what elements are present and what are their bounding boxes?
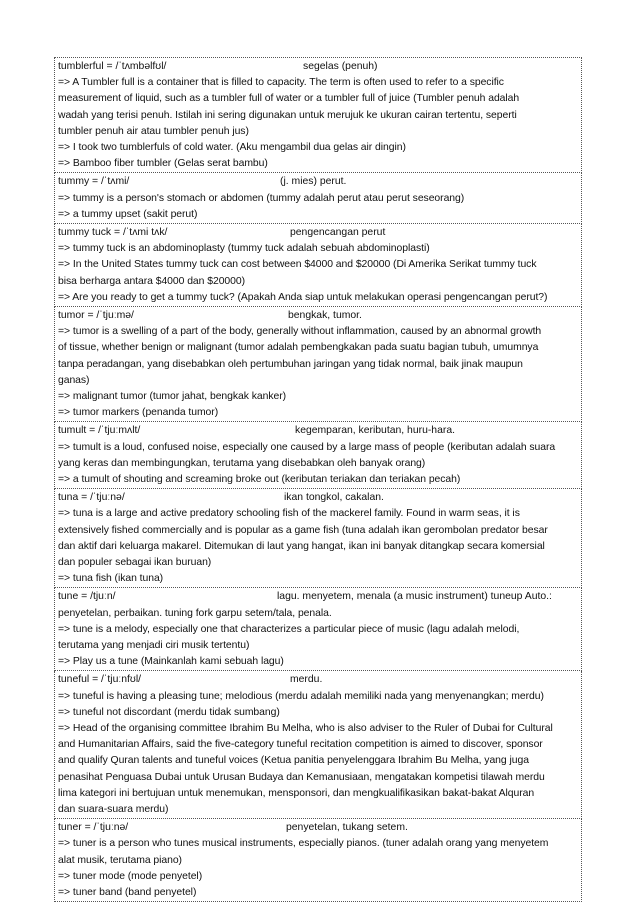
entry-header: [58, 225, 579, 241]
entry-meaning: pengencangan perut: [290, 227, 386, 238]
dictionary-entry-tuneful: [54, 671, 582, 819]
entry-header: [58, 308, 579, 324]
entry-line: lima kategori ini bertujuan untuk menemukan, mensponsori, dan mengkualifikasikan bakat-bakat Alquran: [58, 787, 535, 799]
entry-line: dan populer sebagai ikan buruan): [58, 557, 212, 568]
entry-meaning: kegemparan, keributan, huru-hara.: [295, 425, 455, 437]
entry-line: yang keras dan membingungkan, terutama yang disebabkan oleh banyak orang): [58, 457, 426, 469]
entry-line: => malignant tumor (tumor jahat, bengkak kanker): [58, 391, 287, 402]
entry-line: tumbler penuh air atau tumbler penuh jus): [58, 125, 249, 137]
entry-line: terutama yang menjadi ciri musik tertentu): [58, 640, 250, 651]
entry-term: tummy = /ˈtʌmi/: [58, 176, 130, 188]
entry-line: => a tumult of shouting and screaming broke out (keributan teriakan dan teriakan pecah): [58, 474, 461, 485]
entry-line: => tuner mode (mode penyetel): [58, 870, 203, 882]
entry-term: tumblerful = /ˈtʌmbəlfʊl/: [58, 61, 167, 72]
entry-meaning: (j. mies) perut.: [280, 176, 347, 188]
entry-line: => tuna fish (ikan tuna): [58, 573, 164, 585]
entry-term: tune = /tjuːn/: [58, 591, 116, 603]
entry-line: and qualify Quran talents and tuneful voices (Ketua panitia penyelenggara Ibrahim Bu Melha, yang juga: [58, 755, 529, 767]
dictionary-entry-tummy: [54, 173, 582, 224]
entry-line: extensively fished commercially and is popular as a game fish (tuna adalah ikan gerombolan predator besar: [58, 524, 548, 536]
entry-line: => I took two tumblerfuls of cold water. (Aku mengambil dua gelas air dingin): [58, 142, 406, 153]
entry-line: penasihat Penguasa Dubai untuk Urusan Budaya dan Kemanusiaan, mengatakan kompetisi tilawah merdu: [58, 771, 545, 783]
entry-header: [58, 672, 579, 688]
entry-line: => tummy is a person's stomach or abdomen (tummy adalah perut atau perut seseorang): [58, 192, 465, 204]
entry-line: alat musik, terutama piano): [58, 854, 182, 866]
entry-term: tuneful = /ˈtjuːnfʊl/: [58, 674, 142, 686]
dictionary-entry-tumult: [54, 422, 582, 489]
entry-line: => tuner band (band penyetel): [58, 887, 197, 899]
entry-header: [58, 820, 579, 836]
entry-line: => tuna is a large and active predatory schooling fish of the mackerel family. Found in warm seas, it is: [58, 508, 520, 520]
entry-line: => tumor is a swelling of a part of the body, generally without inflammation, caused by an abnormal growth: [58, 326, 542, 338]
entry-term: tuna = /ˈtjuːnə/: [58, 492, 125, 504]
entry-line: => a tummy upset (sakit perut): [58, 208, 198, 220]
entry-term: tummy tuck = /ˈtʌmi tʌk/: [58, 227, 168, 238]
dictionary-entry-tuna: [54, 489, 582, 588]
entry-line: wadah yang terisi penuh. Istilah ini sering digunakan untuk merujuk ke ukuran cairan tertentu, seperti: [58, 109, 517, 121]
entry-meaning: penyetelan, tukang setem.: [286, 822, 408, 834]
entry-meaning: merdu.: [290, 674, 323, 686]
dictionary-entry-tummy-tuck: [54, 224, 582, 307]
entry-header: [58, 490, 579, 506]
entry-line: => tuner is a person who tunes musical instruments, especially pianos. (tuner adalah orang yang menyetem: [58, 838, 549, 850]
entry-meaning: bengkak, tumor.: [288, 310, 362, 321]
dictionary-entry-tumblerful: [54, 57, 582, 173]
entry-line: penyetelan, perbaikan. tuning fork garpu setem/tala, penala.: [58, 607, 332, 619]
entry-meaning: lagu. menyetem, menala (a music instrument) tuneup Auto.:: [277, 591, 552, 603]
entry-line: and Humanitarian Affairs, said the five-category tuneful recitation competition is aimed to discover, sponsor: [58, 739, 543, 751]
entry-line: => tumult is a loud, confused noise, especially one caused by a large mass of people (keributan adalah suara: [58, 441, 556, 453]
entry-line: dan suara-suara merdu): [58, 804, 169, 816]
entry-meaning: segelas (penuh): [303, 61, 378, 72]
entry-line: dan aktif dari keluarga makarel. Ditemukan di laut yang hangat, ikan ini banyak ditangkap secara komersial: [58, 540, 545, 552]
entry-line: => tummy tuck is an abdominoplasty (tummy tuck adalah sebuah abdominoplasti): [58, 243, 430, 255]
entry-header: [58, 59, 579, 75]
entry-term: tuner = /ˈtjuːnə/: [58, 822, 129, 834]
entry-line: => A Tumbler full is a container that is filled to capacity. The term is often used to refer to a specific: [58, 77, 504, 89]
entry-line: of tissue, whether benign or malignant (tumor adalah pembengkakan pada suatu bagian tubuh, umumnya: [58, 342, 539, 354]
entry-term: tumult = /ˈtjuːmʌlt/: [58, 425, 141, 437]
entry-meaning: ikan tongkol, cakalan.: [284, 492, 384, 504]
entry-line: ganas): [58, 374, 90, 386]
dictionary-entry-tune: [54, 588, 582, 671]
dictionary-entry-tumor: [54, 307, 582, 422]
dictionary-page: [54, 57, 582, 902]
entry-line: => tumor markers (penanda tumor): [58, 407, 219, 419]
entry-line: => tuneful is having a pleasing tune; melodious (merdu adalah memiliki nada yang menyenangkan; merdu): [58, 690, 544, 702]
entry-line: => tune is a melody, especially one that characterizes a particular piece of music (lagu adalah melodi,: [58, 623, 520, 635]
entry-header: [58, 589, 579, 605]
entry-line: => tuneful not discordant (merdu tidak sumbang): [58, 706, 280, 718]
entry-line: tanpa peradangan, yang disebabkan oleh pertumbuhan jaringan yang tidak normal, baik jinak maupun: [58, 358, 523, 370]
entry-line: measurement of liquid, such as a tumbler full of water or a tumbler full of juice (Tumbler penuh adalah: [58, 93, 520, 105]
entry-line: => In the United States tummy tuck can cost between $4000 and $20000 (Di Amerika Serikat tummy tuck: [58, 259, 537, 271]
entry-line: => Bamboo fiber tumbler (Gelas serat bambu): [58, 158, 268, 170]
entry-line: => Play us a tune (Mainkanlah kami sebuah lagu): [58, 656, 284, 668]
entry-line: => Are you ready to get a tummy tuck? (Apakah Anda siap untuk melakukan operasi pengencangan perut?): [58, 291, 548, 303]
entry-line: => Head of the organising committee Ibrahim Bu Melha, who is also adviser to the Ruler of Dubai for Cultural: [58, 723, 553, 734]
entry-line: bisa berharga antara $4000 dan $20000): [58, 275, 246, 287]
entry-header: [58, 423, 579, 439]
entry-header: [58, 174, 579, 190]
dictionary-entry-tuner: [54, 819, 582, 902]
entry-term: tumor = /ˈtjuːmə/: [58, 310, 134, 321]
